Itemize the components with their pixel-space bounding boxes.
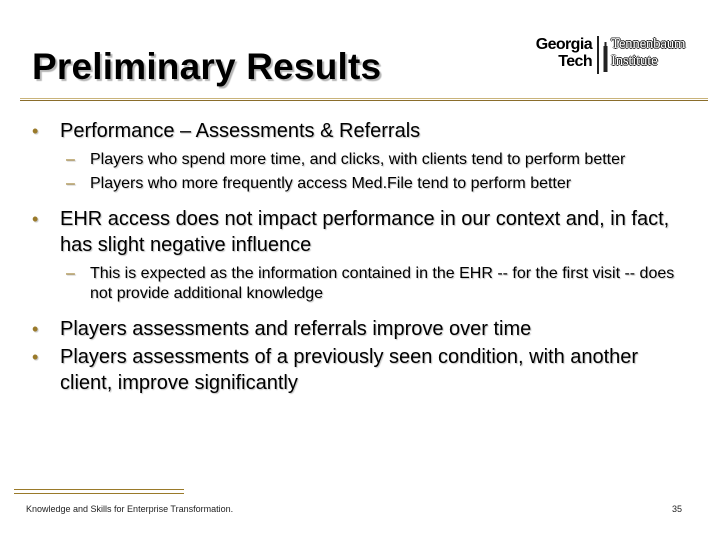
- georgia-tech-tennenbaum-logo: [532, 34, 697, 82]
- footer-divider: [14, 489, 184, 494]
- logo-divider: [597, 36, 599, 74]
- bullet-icon: •: [32, 319, 39, 339]
- dash-icon: –: [66, 265, 75, 282]
- sub-bullet-item: [30, 264, 690, 304]
- bullet-list: [30, 118, 690, 406]
- title-divider: [20, 98, 708, 99]
- sub-bullet-text: Players who more frequently access Med.File tend to perform better: [90, 175, 572, 192]
- bullet-item: [30, 206, 690, 258]
- page-number: 35: [671, 504, 682, 514]
- bullet-text: EHR access does not impact performance in our context and, in fact, has slight negative influence: [60, 208, 670, 256]
- sub-bullet-text: Players who spend more time, and clicks, with clients tend to perform better: [90, 151, 626, 168]
- footer-text: Knowledge and Skills for Enterprise Transformation.: [26, 504, 234, 514]
- sub-bullet-text: This is expected as the information contained in the EHR -- for the first visit -- does not provide additional knowledge: [90, 265, 675, 302]
- bullet-text: Performance – Assessments & Referrals: [60, 120, 421, 142]
- logo-tennenbaum-institute: [611, 36, 685, 70]
- bullet-text: Players assessments and referrals improve over time: [60, 318, 532, 340]
- sub-bullet-item: [30, 150, 690, 170]
- logo-line-georgia: Georgia: [535, 36, 592, 53]
- bullet-icon: •: [32, 209, 39, 229]
- bullet-text: Players assessments of a previously seen condition, with another client, improve significantly: [60, 346, 639, 394]
- slide-title: Preliminary Results: [32, 46, 382, 87]
- bullet-icon: •: [32, 121, 39, 141]
- logo-line-institute: Institute: [611, 53, 658, 69]
- dash-icon: –: [66, 175, 75, 192]
- logo-line-tech: Tech: [558, 53, 592, 70]
- dash-icon: –: [66, 151, 75, 168]
- bullet-item: [30, 316, 690, 342]
- bullet-icon: •: [32, 347, 39, 367]
- sub-bullet-item: [30, 174, 690, 194]
- tower-icon: [603, 42, 608, 72]
- bullet-item: [30, 118, 690, 144]
- bullet-item: [30, 344, 690, 396]
- logo-line-tennenbaum: Tennenbaum: [611, 36, 686, 52]
- logo-georgia-tech: [532, 36, 592, 70]
